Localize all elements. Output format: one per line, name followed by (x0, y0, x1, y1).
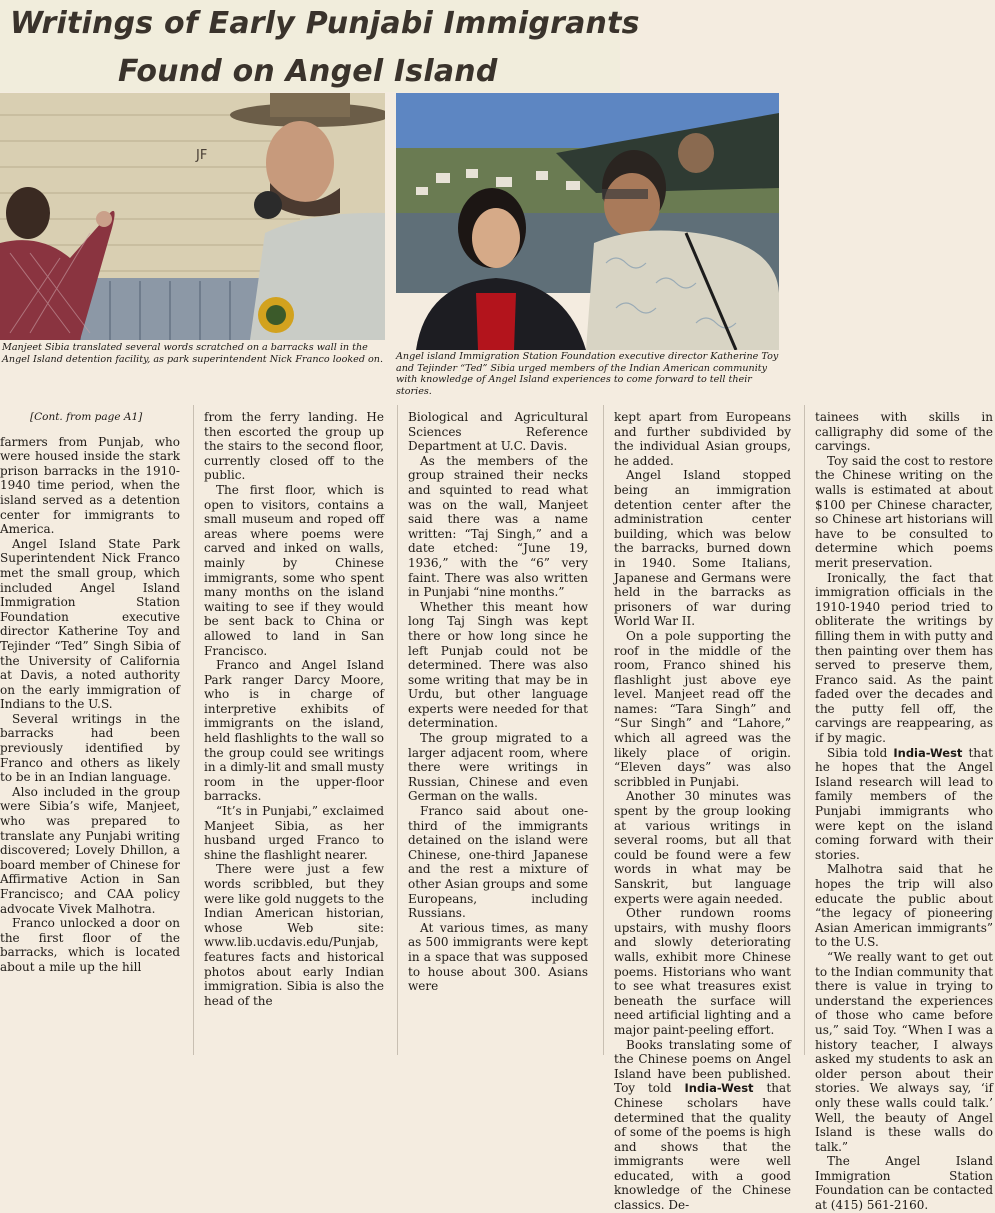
column-rule (397, 405, 398, 1055)
paragraph: Biological and Agricultural Sciences Reference Department at U.C. Davis. (408, 410, 588, 454)
paragraph: Another 30 minutes was spent by the group looking at various writings in several rooms, but all that could be found were a few words in what may be Sanskrit, but language experts were again needed. (614, 789, 791, 906)
paragraph: Angel Island State Park Superintendent Nick Franco met the small group, which included Angel Island Immigration Station Foundation executive director Katherine Toy and Tejinder “Ted” Singh Sibia of the University of California at Davis, a noted authority on the early immigration of Indians to the U.S. (0, 536, 180, 712)
paragraph: farmers from Punjab, who were housed inside the stark prison barracks in the 1910-1940 time period, when the island served as a detention center for immigrants to America. (0, 434, 180, 537)
paragraph: Franco unlocked a door on the first floor of the barracks, which is located about a mile up the hill (0, 916, 180, 974)
paragraph: There were just a few words scribbled, but they were like gold nuggets to the Indian American historian, whose Web site: www.lib.ucdavis.edu/Punjab, features facts and historical photos about early Indian immigration. Sibia is also the head of the (204, 862, 384, 1008)
paragraph: kept apart from Europeans and further subdivided by the individual Asian groups, he added. (614, 410, 791, 468)
paragraph: On a pole supporting the roof in the middle of the room, Franco shined his flashlight just above eye level. Manjeet read off the names: “Tara Singh” and “Sur Singh” and “Lahore,” which all agreed was the likely place of origin. “Eleven days” was also scribbled in Punjabi. (614, 628, 791, 789)
article-column-1 (0, 410, 180, 975)
paragraph (614, 1038, 791, 1213)
paragraph: The Angel Island Immigration Station Foundation can be contacted at (415) 561-2160. (815, 1154, 993, 1213)
text-run: that Chinese scholars have determined that the quality of some of the poems is high and shows that the immigrants were well educated, with a good knowledge of the Chinese classics. De- (614, 1081, 792, 1213)
headline-line-1: Writings of Early Punjabi Immigrants (10, 6, 640, 41)
photo-toy-and-sibia (396, 93, 779, 350)
text-run: Books translating some of the Chinese poems on Angel Island have been published. Toy told (614, 1037, 791, 1096)
publication-name: India-West (893, 745, 963, 760)
paragraph: As the members of the group strained their necks and squinted to read what was on the wall, Manjeet said there was a name written: “Taj Singh,” and a date etched: “June 19, 1936,” with the “6” very faint. There was also written in Punjabi “nine months.” (408, 453, 588, 600)
text-run: Sibia told (827, 745, 894, 760)
paragraph: Franco said about one-third of the immigrants detained on the island were Chinese, one-third Japanese and the rest a mixture of other Asian groups and some Europeans, including Russians. (408, 804, 588, 921)
svg-text:JF: JF (196, 148, 208, 163)
photo-barracks-wall (0, 93, 385, 340)
paragraph: Other rundown rooms upstairs, with mushy floors and slowly deteriorating walls, exhibit more Chinese poems. Historians who want to see what treasures exist beneath the surface will need artificial lighting and a major paint-peeling effort. (614, 906, 791, 1037)
paragraph: “We really want to get out to the Indian community that there is value in trying to understand the experiences of those who came before us,” said Toy. “When I was a history teacher, I always asked my students to ask an older person about their stories. We always say, ‘if only these walls could talk.’ Well, the beauty of Angel Island is these walls do talk.” (815, 949, 993, 1154)
article-column-5 (815, 410, 993, 1213)
paragraph (815, 746, 993, 863)
headline-line-2: Found on Angel Island (118, 54, 498, 89)
paragraph: Toy said the cost to restore the Chinese writing on the walls is estimated at about $100 per Chinese character, so Chinese art historians will have to be consulted to determine which poems merit preservation. (815, 453, 993, 570)
paragraph: from the ferry landing. He then escorted the group up the stairs to the second floor, currently closed off to the public. (204, 410, 384, 483)
paragraph: Ironically, the fact that immigration officials in the 1910-1940 period tried to obliterate the writings by filling them in with putty and then painting over them has served to preserve them, Franco said. As the paint faded over the decades and the putty fell off, the carvings are reappearing, as if by magic. (815, 570, 993, 746)
paragraph: “It’s in Punjabi,” exclaimed Manjeet Sibia, as her husband urged Franco to shine the flashlight nearer. (204, 804, 384, 862)
article-column-3 (408, 410, 588, 994)
column-rule (603, 405, 604, 1055)
article-column-4 (614, 410, 791, 1213)
paragraph: tainees with skills in calligraphy did some of the carvings. (815, 410, 993, 454)
photo-caption-2: Angel island Immigration Station Foundation executive director Katherine Toy and Tejinder “Ted” Sibia urged members of the Indian American community with knowledge of Angel Island experiences to come forward to tell their stories. (396, 351, 779, 397)
paragraph: Malhotra said that he hopes the trip will also educate the public about “the legacy of pioneering Asian American immigrants” to the U.S. (815, 862, 993, 950)
paragraph: At various times, as many as 500 immigrants were kept in a space that was supposed to house about 300. Asians were (408, 920, 588, 994)
column-rule (804, 405, 805, 1055)
paragraph: Whether this meant how long Taj Singh was kept there or how long since he left Punjab could not be determined. There was also some writing that may be in Urdu, but other language experts were needed for that determination. (408, 599, 588, 731)
paragraph: The first floor, which is open to visitors, contains a small museum and roped off areas where poems were carved and inked on walls, mainly by Chinese immigrants, some who spent many months on the island waiting to see if they would be sent back to China or allowed to land in San Francisco. (204, 482, 384, 658)
paragraph: The group migrated to a larger adjacent room, where there were writings in Russian, Chinese and even German on the walls. (408, 731, 588, 804)
paragraph: Angel Island stopped being an immigration detention center after the administration center building, which was below the barracks, burned down in 1940. Some Italians, Japanese and Germans were held in the barracks as prisoners of war during World War II. (614, 468, 791, 629)
paragraph: Several writings in the barracks had been previously identified by Franco and others as likely to be in an Indian language. (0, 711, 180, 785)
text-run: that he hopes that the Angel Island research will lead to family members of the Punjabi immigrants who were kept on the island coming forward with their stories. (815, 745, 993, 862)
column-rule (193, 405, 194, 1055)
continued-note: [Cont. from page A1] (30, 411, 143, 423)
photo-caption-1: Manjeet Sibia translated several words scratched on a barracks wall in the Angel Island detention facility, as park superintendent Nick Franco looked on. (2, 342, 384, 365)
paragraph: Also included in the group were Sibia’s wife, Manjeet, who was prepared to translate any Punjabi writing discovered; Lovely Dhillon, a board member of Chinese for Affirmative Action in San Francisco; and CAA policy advocate Vivek Malhotra. (0, 784, 180, 916)
headline-banner (0, 0, 640, 92)
paragraph: Franco and Angel Island Park ranger Darcy Moore, who is in charge of interpretive exhibits of immigrants on the island, held flashlights to the wall so the group could see writings in a dimly-lit and small musty room in the upper-floor barracks. (204, 658, 384, 804)
publication-name: India-West (684, 1081, 754, 1096)
article-column-2 (204, 410, 384, 1008)
